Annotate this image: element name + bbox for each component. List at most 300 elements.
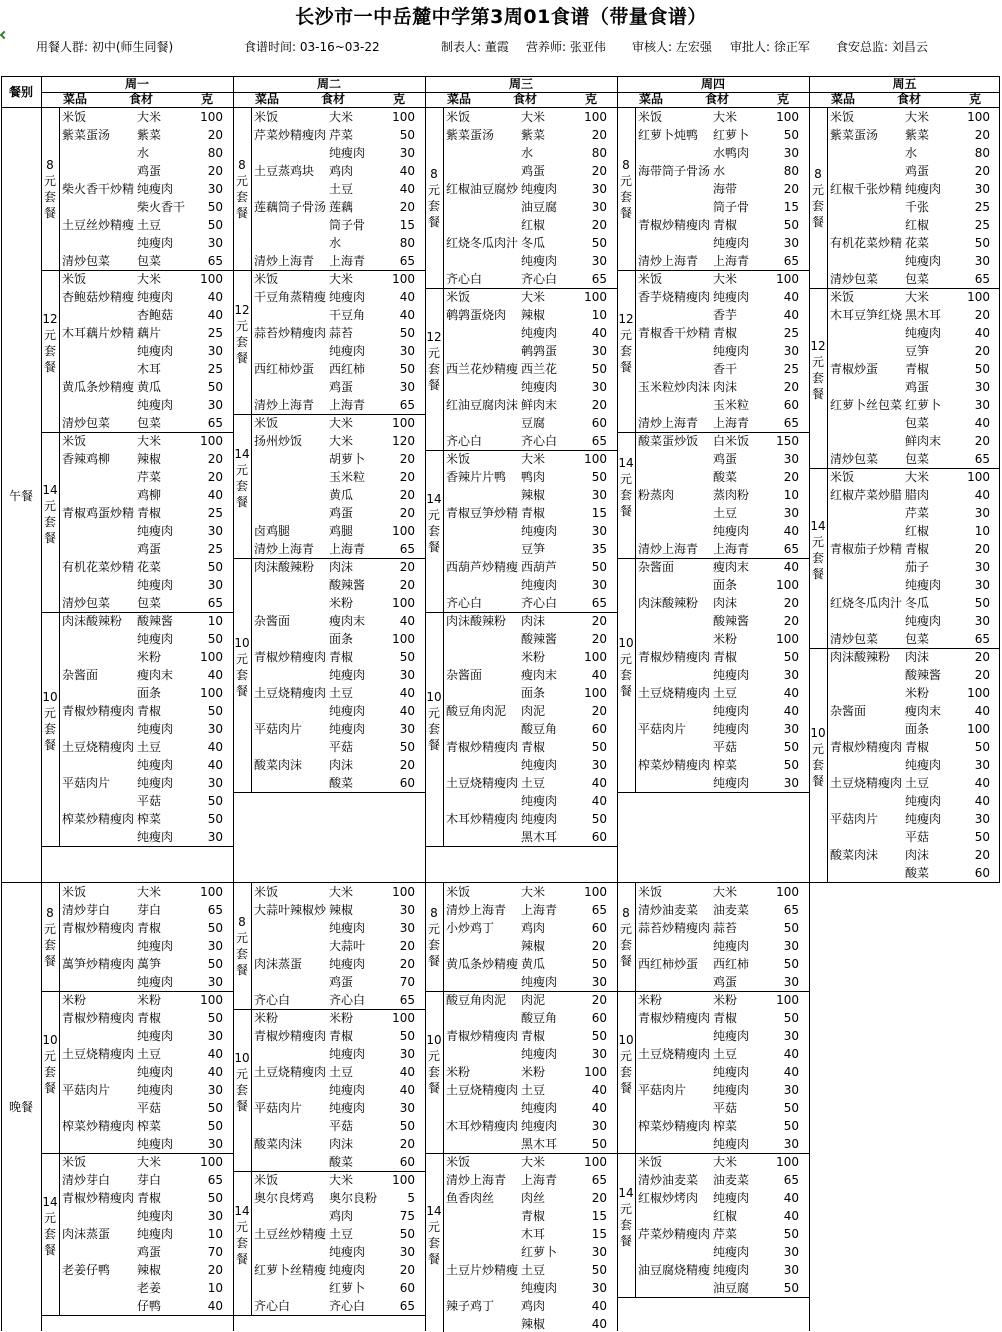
gram-value: 50: [591, 1137, 607, 1151]
ingredient-name: 千张: [905, 200, 930, 214]
ingredient-name: 大米: [137, 272, 162, 286]
dish-name: 红萝卜丝精瘦: [254, 1263, 326, 1277]
dish-name: 齐心白: [446, 272, 483, 286]
ingredient-name: 青椒: [137, 506, 162, 520]
dish-name: 清炒上海青: [254, 398, 315, 412]
gram-value: 65: [783, 1173, 799, 1187]
gram-value: 40: [974, 326, 990, 340]
gram-value: 25: [207, 362, 223, 376]
package-divider: [635, 883, 636, 991]
ingredient-name: 纯瘦肉: [905, 578, 942, 592]
dish-name: 榨菜炒精瘦肉: [638, 1119, 710, 1133]
ingredient-name: 榨菜: [137, 1119, 162, 1133]
dish-name: 青椒鸡蛋炒精: [62, 506, 134, 520]
ingredient-name: 平菇: [329, 740, 354, 754]
gram-value: 20: [399, 470, 415, 484]
gram-value: 50: [591, 560, 607, 574]
ingredient-name: 花菜: [137, 560, 162, 574]
gram-value: 150: [776, 434, 799, 448]
gram-value: 30: [783, 722, 799, 736]
ingredient-name: 水: [137, 146, 150, 160]
ingredient-name: 肉泥: [521, 993, 546, 1007]
ingredient-name: 纯瘦肉: [905, 758, 942, 772]
gram-value: 100: [584, 885, 607, 899]
ingredient-name: 酸菜: [713, 470, 738, 484]
meta-approver: 审批人: 徐正军: [730, 40, 810, 54]
dish-name: 青椒豆笋炒精: [446, 506, 518, 520]
gram-value: 100: [967, 470, 990, 484]
ingredient-name: 胡萝卜: [329, 452, 366, 466]
ingredient-name: 纯瘦肉: [713, 236, 750, 250]
gram-value: 65: [207, 903, 223, 917]
dish-name: 肉沫酸辣粉: [830, 650, 891, 664]
gram-value: 40: [783, 524, 799, 538]
ingredient-name: 纯瘦肉: [905, 794, 942, 808]
ingredient-name: 藕片: [137, 326, 162, 340]
dish-name: 米粉: [446, 1065, 471, 1079]
gram-value: 50: [783, 740, 799, 754]
gram-value: 60: [974, 866, 990, 880]
dish-name: 清炒上海青: [446, 1173, 507, 1187]
gram-value: 50: [399, 740, 415, 754]
gram-value: 30: [591, 1119, 607, 1133]
ingredient-name: 纯瘦肉: [521, 524, 558, 538]
ingredient-name: 纯瘦肉: [137, 344, 174, 358]
ingredient-name: 肉沫: [329, 560, 354, 574]
gram-value: 100: [584, 290, 607, 304]
gram-value: 40: [974, 488, 990, 502]
gram-value: 25: [207, 326, 223, 340]
gram-value: 50: [207, 632, 223, 646]
package-divider: [443, 991, 444, 1153]
package-divider: [251, 108, 252, 270]
dish-name: 米饭: [62, 1155, 87, 1169]
dish-name: 青椒炒精瘦肉: [830, 740, 902, 754]
package-label: 12元套餐: [618, 312, 634, 374]
ingredient-name: 纯瘦肉: [329, 722, 366, 736]
dish-name: 红萝卜炖鸭: [638, 128, 699, 142]
gram-value: 65: [591, 272, 607, 286]
ingredient-name: 青椒: [137, 704, 162, 718]
ingredient-name: 黄瓜: [137, 380, 162, 394]
dish-name: 青椒炒精瘦肉: [638, 218, 710, 232]
ingredient-name: 冬瓜: [521, 236, 546, 250]
gram-value: 50: [399, 1119, 415, 1133]
dish-name: 红椒炒烤肉: [638, 1191, 699, 1205]
ingredient-name: 黑木耳: [521, 1137, 558, 1151]
gram-value: 30: [207, 830, 223, 844]
package-border: [41, 846, 233, 847]
dish-name: 榨菜炒精瘦肉: [62, 1119, 134, 1133]
ingredient-name: 鲜肉末: [521, 398, 558, 412]
dish-name: 土豆丝炒精瘦: [254, 1227, 326, 1241]
ingredient-name: 纯瘦肉: [713, 722, 750, 736]
ingredient-name: 上海青: [713, 254, 750, 268]
dish-name: 西红柿炒蛋: [638, 957, 699, 971]
gram-value: 65: [399, 398, 415, 412]
ingredient-name: 面条: [521, 686, 546, 700]
package-divider: [827, 108, 828, 288]
ingredient-name: 纯瘦肉: [137, 758, 174, 772]
package-divider: [635, 108, 636, 270]
ingredient-name: 辣椒: [521, 939, 546, 953]
package-divider: [59, 612, 60, 846]
ingredient-name: 辣椒: [521, 488, 546, 502]
ingredient-name: 肉沫: [905, 650, 930, 664]
ingredient-name: 蒸肉粉: [713, 488, 750, 502]
ingredient-name: 筒子骨: [713, 200, 750, 214]
package-border: [809, 882, 1000, 883]
ingredient-name: 白米饭: [713, 434, 750, 448]
gram-value: 100: [584, 452, 607, 466]
gram-value: 20: [207, 1263, 223, 1277]
gram-value: 30: [207, 398, 223, 412]
gram-value: 30: [974, 254, 990, 268]
ingredient-name: 纯瘦肉: [137, 1209, 174, 1223]
ingredient-name: 酸菜: [905, 866, 930, 880]
gram-value: 100: [776, 632, 799, 646]
ingredient-name: 纯瘦肉: [713, 344, 750, 358]
dish-name: 平菇肉片: [638, 1083, 687, 1097]
dish-name: 西葫芦炒精瘦: [446, 560, 518, 574]
gram-value: 10: [591, 308, 607, 322]
gram-value: 50: [783, 1281, 799, 1295]
gram-value: 50: [207, 704, 223, 718]
gram-value: 50: [591, 236, 607, 250]
ingredient-name: 土豆: [713, 686, 738, 700]
ingredient-name: 大米: [329, 272, 354, 286]
ingredient-name: 青椒: [905, 740, 930, 754]
dish-name: 香辣鸡柳: [62, 452, 111, 466]
gram-value: 100: [392, 1011, 415, 1025]
ingredient-name: 包菜: [905, 632, 930, 646]
ingredient-name: 青椒: [329, 1029, 354, 1043]
meta-reviewer: 审核人: 左宏强: [632, 40, 712, 54]
gram-value: 20: [974, 128, 990, 142]
gram-value: 10: [783, 488, 799, 502]
gram-value: 20: [207, 452, 223, 466]
ingredient-name: 玉米粒: [713, 398, 750, 412]
dish-name: 大蒜叶辣椒炒: [254, 903, 326, 917]
gram-value: 50: [974, 236, 990, 250]
ingredient-name: 水: [713, 164, 726, 178]
dish-name: 酸菜肉沫: [830, 848, 879, 862]
ingredient-name: 青椒: [713, 1011, 738, 1025]
gram-value: 30: [207, 776, 223, 790]
gram-value: 50: [783, 1101, 799, 1115]
gram-value: 50: [207, 1011, 223, 1025]
ingredient-name: 纯瘦肉: [329, 957, 366, 971]
dish-name: 青椒炒精瘦肉: [254, 650, 326, 664]
gram-value: 30: [591, 578, 607, 592]
dish-name: 齐心白: [446, 596, 483, 610]
gram-value: 30: [974, 614, 990, 628]
dish-name: 清炒上海青: [638, 254, 699, 268]
ingredient-name: 纯瘦肉: [713, 290, 750, 304]
ingredient-name: 纯瘦肉: [905, 614, 942, 628]
gram-value: 50: [591, 1263, 607, 1277]
ingredient-name: 纯瘦肉: [137, 939, 174, 953]
dish-name: 米饭: [254, 885, 279, 899]
gram-value: 40: [207, 488, 223, 502]
package-label: 10元套餐: [618, 1033, 634, 1095]
ingredient-name: 辣椒: [521, 308, 546, 322]
dish-name: 莲藕筒子骨汤: [254, 200, 326, 214]
gram-value: 20: [207, 128, 223, 142]
gram-value: 20: [591, 614, 607, 628]
gram-value: 30: [399, 1047, 415, 1061]
gram-value: 100: [200, 110, 223, 124]
package-divider: [635, 432, 636, 558]
gram-value: 65: [207, 1173, 223, 1187]
ingredient-name: 莲藕: [329, 200, 354, 214]
package-label: 10元套餐: [234, 1051, 250, 1113]
dish-name: 酸菜肉沫: [254, 1137, 303, 1151]
dish-name: 米饭: [446, 290, 471, 304]
package-divider: [443, 612, 444, 846]
gram-value: 70: [399, 975, 415, 989]
gram-value: 15: [399, 218, 415, 232]
ingredient-name: 鸡蛋: [137, 542, 162, 556]
ingredient-name: 酸菜: [329, 776, 354, 790]
gram-value: 100: [200, 1155, 223, 1169]
dish-name: 清炒芽白: [62, 1173, 111, 1187]
gram-value: 80: [399, 236, 415, 250]
gram-value: 30: [783, 1029, 799, 1043]
ingredient-name: 肉丝: [521, 1191, 546, 1205]
gram-value: 50: [974, 362, 990, 376]
gram-value: 40: [399, 1083, 415, 1097]
gram-value: 65: [591, 903, 607, 917]
gram-value: 30: [783, 236, 799, 250]
gram-value: 100: [200, 993, 223, 1007]
dish-name: 粉蒸肉: [638, 488, 675, 502]
ingredient-name: 鸡腿: [329, 524, 354, 538]
gram-value: 10: [207, 1227, 223, 1241]
gram-value: 30: [783, 344, 799, 358]
ingredient-name: 土豆: [713, 1047, 738, 1061]
dish-name: 红萝卜丝包菜: [830, 398, 902, 412]
gram-value: 40: [207, 1299, 223, 1313]
gram-value: 20: [399, 452, 415, 466]
gram-value: 30: [974, 812, 990, 826]
gram-value: 20: [974, 848, 990, 862]
dish-name: 红椒千张炒精: [830, 182, 902, 196]
ingredient-name: 冬瓜: [905, 596, 930, 610]
package-label: 10元套餐: [426, 1033, 442, 1095]
gram-value: 50: [399, 326, 415, 340]
gram-value: 100: [967, 722, 990, 736]
dish-name: 米饭: [62, 110, 87, 124]
gram-value: 100: [967, 290, 990, 304]
gram-value: 30: [207, 182, 223, 196]
ingredient-name: 纯瘦肉: [137, 1227, 174, 1241]
day-header: 周二: [316, 77, 341, 91]
ingredient-name: 鸡蛋: [137, 1245, 162, 1259]
ingredient-name: 辣椒: [329, 903, 354, 917]
ingredient-name: 鸭肉: [521, 470, 546, 484]
gram-value: 100: [392, 524, 415, 538]
package-label: 14元套餐: [42, 483, 58, 545]
package-border: [233, 1315, 425, 1316]
ingredient-name: 西葫芦: [521, 560, 558, 574]
ingredient-name: 黄瓜: [329, 488, 354, 502]
dish-name: 米饭: [254, 272, 279, 286]
ingredient-name: 瘦肉末: [713, 560, 750, 574]
ingredient-name: 西兰花: [521, 362, 558, 376]
dish-name: 酸豆角肉泥: [446, 993, 507, 1007]
gram-value: 30: [591, 182, 607, 196]
ingredient-name: 奥尔良粉: [329, 1191, 378, 1205]
ingredient-name: 纯瘦肉: [713, 1065, 750, 1079]
gram-value: 40: [207, 668, 223, 682]
ingredient-name: 豆腐: [521, 416, 546, 430]
package-border: [425, 846, 617, 847]
gram-value: 20: [783, 182, 799, 196]
gram-value: 40: [207, 758, 223, 772]
col-header-dish: 菜品: [63, 92, 88, 106]
dish-name: 木耳藕片炒精: [62, 326, 134, 340]
ingredient-name: 红萝卜: [713, 128, 750, 142]
gram-value: 30: [399, 722, 415, 736]
gram-value: 30: [591, 254, 607, 268]
gram-value: 50: [783, 218, 799, 232]
package-label: 14元套餐: [618, 456, 634, 518]
ingredient-name: 紫菜: [521, 128, 546, 142]
gram-value: 20: [399, 957, 415, 971]
ingredient-name: 青椒: [713, 326, 738, 340]
gram-value: 20: [974, 164, 990, 178]
gram-value: 30: [783, 668, 799, 682]
ingredient-name: 纯瘦肉: [137, 776, 174, 790]
ingredient-name: 鸡蛋: [329, 975, 354, 989]
gram-value: 30: [207, 722, 223, 736]
gram-value: 65: [399, 1299, 415, 1313]
gram-value: 100: [584, 1065, 607, 1079]
gram-value: 100: [776, 1155, 799, 1169]
package-divider: [827, 468, 828, 648]
ingredient-name: 土豆: [137, 740, 162, 754]
ingredient-name: 大米: [521, 290, 546, 304]
meal-label-dinner: 晚餐: [8, 1100, 33, 1114]
gram-value: 25: [974, 200, 990, 214]
dish-name: 米饭: [830, 470, 855, 484]
gram-value: 30: [207, 578, 223, 592]
ingredient-name: 平菇: [713, 740, 738, 754]
ingredient-name: 红萝卜: [329, 1281, 366, 1295]
dish-name: 老姜仔鸭: [62, 1263, 111, 1277]
gram-value: 60: [399, 1281, 415, 1295]
ingredient-name: 土豆: [329, 686, 354, 700]
dish-name: 红油豆腐肉沫: [446, 398, 518, 412]
gram-value: 40: [783, 308, 799, 322]
gram-value: 30: [207, 939, 223, 953]
ingredient-name: 榨菜: [713, 758, 738, 772]
ingredient-name: 青椒: [329, 650, 354, 664]
ingredient-name: 大米: [521, 1155, 546, 1169]
page-title: 长沙市一中岳麓中学第3周01食谱（带量食谱）: [295, 6, 707, 28]
package-label: 12元套餐: [234, 303, 250, 365]
ingredient-name: 柴火香干: [137, 200, 186, 214]
gram-value: 20: [399, 200, 415, 214]
ingredient-name: 纯瘦肉: [137, 1083, 174, 1097]
ingredient-name: 黑木耳: [521, 830, 558, 844]
col-header-gram: 克: [393, 92, 406, 106]
ingredient-name: 大米: [329, 416, 354, 430]
package-label: 10元套餐: [426, 690, 442, 752]
meta-supervisor: 食安总监: 刘昌云: [836, 40, 928, 54]
dish-name: 清炒上海青: [254, 542, 315, 556]
gram-value: 10: [207, 614, 223, 628]
ingredient-name: 上海青: [713, 542, 750, 556]
ingredient-name: 大米: [137, 434, 162, 448]
gram-value: 100: [584, 1155, 607, 1169]
gram-value: 30: [974, 380, 990, 394]
package-label: 8元套餐: [43, 906, 56, 968]
dish-name: 米粉: [254, 1011, 279, 1025]
dish-name: 肉沫酸辣粉: [62, 614, 123, 628]
gram-value: 20: [974, 434, 990, 448]
gram-value: 65: [974, 452, 990, 466]
ingredient-name: 酸菜: [329, 1155, 354, 1169]
gram-value: 20: [591, 398, 607, 412]
gram-value: 20: [591, 632, 607, 646]
ingredient-name: 鸡蛋: [329, 506, 354, 520]
gram-value: 100: [392, 632, 415, 646]
ingredient-name: 西红柿: [329, 362, 366, 376]
gram-value: 30: [783, 776, 799, 790]
gram-value: 30: [207, 524, 223, 538]
package-divider: [251, 883, 252, 1009]
dish-name: 柴火香干炒精: [62, 182, 134, 196]
dish-name: 酸菜肉沫: [254, 758, 303, 772]
dish-name: 红烧冬瓜肉汁: [446, 236, 518, 250]
gram-value: 20: [399, 578, 415, 592]
ingredient-name: 纯瘦肉: [713, 1137, 750, 1151]
ingredient-name: 纯瘦肉: [521, 794, 558, 808]
gram-value: 40: [399, 182, 415, 196]
gram-value: 75: [399, 1209, 415, 1223]
gram-value: 65: [399, 993, 415, 1007]
col-header-ingredient: 食材: [129, 92, 154, 106]
dish-name: 青椒炒精瘦肉: [62, 1191, 134, 1205]
ingredient-name: 鸡蛋: [713, 975, 738, 989]
gram-value: 40: [974, 776, 990, 790]
gram-value: 100: [967, 686, 990, 700]
ingredient-name: 纯瘦肉: [521, 758, 558, 772]
ingredient-name: 肉沫: [329, 1137, 354, 1151]
ingredient-name: 纯瘦肉: [329, 344, 366, 358]
ingredient-name: 红椒: [713, 1209, 738, 1223]
ingredient-name: 香芋: [713, 308, 738, 322]
ingredient-name: 纯瘦肉: [521, 380, 558, 394]
gram-value: 40: [399, 308, 415, 322]
gram-value: 20: [974, 650, 990, 664]
package-divider: [59, 883, 60, 991]
gram-value: 65: [591, 1173, 607, 1187]
dish-name: 米饭: [254, 110, 279, 124]
meta-nutritionist: 营养师: 张亚伟: [526, 40, 606, 54]
gram-value: 30: [783, 1137, 799, 1151]
gram-value: 40: [783, 290, 799, 304]
gram-value: 30: [974, 758, 990, 772]
gram-value: 60: [591, 416, 607, 430]
ingredient-name: 齐心白: [521, 596, 558, 610]
dish-name: 红烧冬瓜肉汁: [830, 596, 902, 610]
ingredient-name: 米粉: [137, 993, 162, 1007]
gram-value: 40: [207, 1065, 223, 1079]
gram-value: 40: [783, 1209, 799, 1223]
